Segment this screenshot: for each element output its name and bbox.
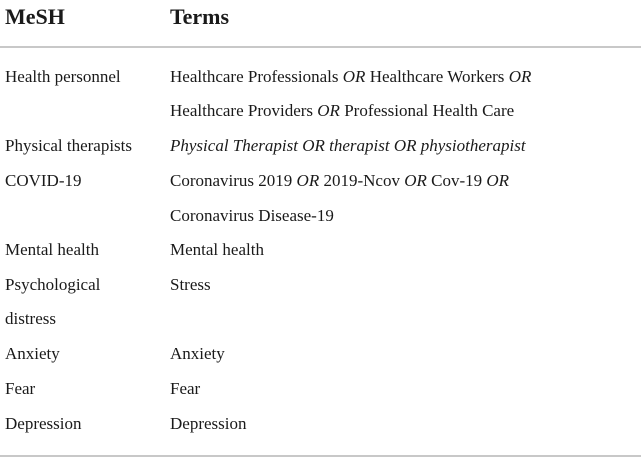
terms-cell: Healthcare Providers OR Professional Health Care — [170, 101, 515, 120]
mesh-cell: Mental health — [5, 240, 99, 259]
terms-cell: Physical Therapist OR therapist OR physiotherapist — [170, 136, 526, 155]
mesh-cell: Physical therapists — [5, 136, 133, 155]
terms-cell: Mental health — [170, 240, 264, 259]
terms-cell: Depression — [170, 414, 247, 433]
terms-cell: Coronavirus 2019 OR 2019-Ncov OR Cov-19 OR — [170, 171, 510, 190]
header-rule — [0, 46, 641, 48]
terms-cell: Fear — [170, 379, 201, 398]
terms-cell: Coronavirus Disease-19 — [170, 206, 334, 225]
mesh-cell: COVID-19 — [5, 171, 82, 190]
mesh-cell: Psychological — [5, 275, 101, 294]
header-mesh: MeSH — [5, 4, 65, 29]
terms-cell: Stress — [170, 275, 211, 294]
terms-cell: Healthcare Professionals OR Healthcare Workers OR — [170, 67, 532, 86]
mesh-cell: Depression — [5, 414, 82, 433]
mesh-cell: Health personnel — [5, 67, 121, 86]
bottom-rule — [0, 455, 641, 457]
mesh-cell: Fear — [5, 379, 36, 398]
mesh-cell: Anxiety — [5, 344, 60, 363]
header-terms: Terms — [170, 4, 230, 29]
mesh-cell: distress — [5, 309, 56, 328]
table-header — [0, 0, 641, 44]
terms-cell: Anxiety — [170, 344, 225, 363]
